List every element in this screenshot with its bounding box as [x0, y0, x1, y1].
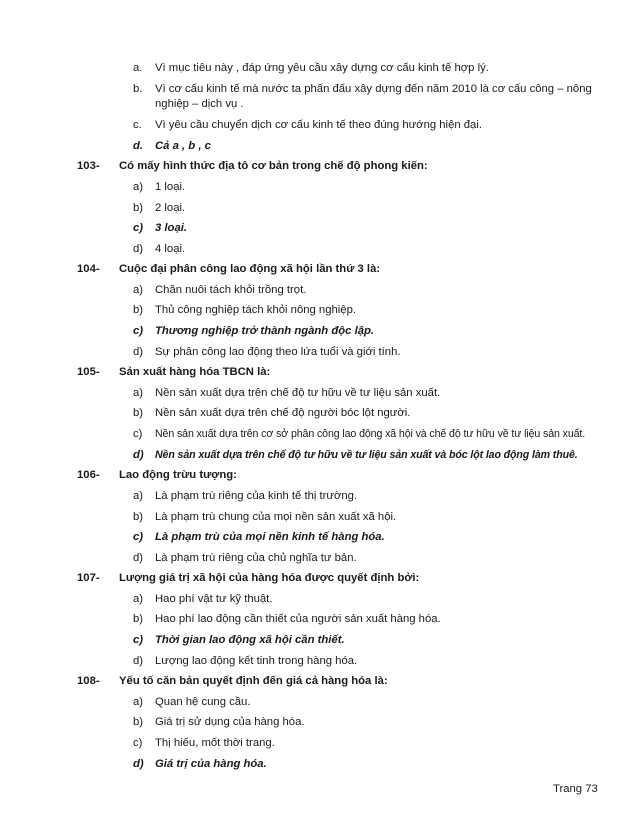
- option-label: d): [133, 243, 144, 255]
- option-text: Thị hiếu, mốt thời trang.: [155, 737, 275, 749]
- option-text: Nền sản xuất dựa trên chế độ người bóc lột người.: [155, 407, 411, 419]
- question-text: Yếu tố căn bản quyết định đến giá cả hàng hóa là:: [119, 675, 388, 687]
- option-label-correct: c): [133, 531, 144, 543]
- option-text: Nền sản xuất dựa trên chế độ tư hữu về tư liệu sản xuất.: [155, 387, 441, 399]
- question-number: 107-: [77, 572, 100, 584]
- option-text: Lượng lao động kết tinh trong hàng hóa.: [155, 655, 358, 667]
- option-label: a): [133, 284, 144, 296]
- option-label: b): [133, 511, 144, 523]
- option-label: b): [133, 407, 144, 419]
- option-label: b): [133, 716, 144, 728]
- prev-option-c-text: Vì yêu cầu chuyển dịch cơ cấu kinh tế theo đúng hướng hiện đại.: [155, 119, 482, 131]
- question-text: Cuộc đại phân công lao động xã hội lần thứ 3 là:: [119, 263, 381, 275]
- option-text: Giá trị sử dụng của hàng hóa.: [155, 716, 305, 728]
- option-text: Là phạm trù chung của mọi nền sản xuất xã hội.: [155, 511, 397, 523]
- option-text: Thủ công nghiệp tách khỏi nông nghiệp.: [155, 304, 356, 316]
- option-label: a): [133, 696, 144, 708]
- question-number: 103-: [77, 160, 100, 172]
- option-text: Là phạm trù riêng của chủ nghĩa tư bản.: [155, 552, 357, 564]
- option-text: Hao phí vật tư kỹ thuật.: [155, 593, 273, 605]
- option-label: c): [133, 737, 143, 749]
- option-label: b): [133, 202, 144, 214]
- option-label-correct: c): [133, 634, 144, 646]
- option-text-correct: Thương nghiệp trở thành ngành độc lập.: [155, 325, 375, 337]
- prev-option-c-label: c.: [133, 119, 142, 131]
- question-number: 108-: [77, 675, 100, 687]
- option-label: c): [133, 428, 143, 440]
- option-text-correct: Là phạm trù của mọi nền kinh tế hàng hóa.: [155, 531, 385, 543]
- prev-option-d-label: d.: [133, 140, 144, 152]
- prev-option-d-text: Cả a , b , c: [155, 140, 211, 152]
- option-text: Hao phí lao động cần thiết của người sản xuất hàng hóa.: [155, 613, 441, 625]
- question-text: Sản xuất hàng hóa TBCN là:: [119, 366, 271, 378]
- option-text: Quan hệ cung cầu.: [155, 696, 251, 708]
- question-text: Lao động trừu tượng:: [119, 469, 237, 481]
- question-number: 105-: [77, 366, 100, 378]
- option-label: a): [133, 490, 144, 502]
- prev-option-a-text: Vì mục tiêu này , đáp ứng yêu cầu xây dựng cơ cấu kinh tế hợp lý.: [155, 62, 489, 74]
- option-text: 4 loại.: [155, 243, 186, 255]
- question-text: Có mấy hình thức địa tô cơ bản trong chế độ phong kiến:: [119, 160, 428, 172]
- option-label: d): [133, 655, 144, 667]
- question-number: 106-: [77, 469, 100, 481]
- option-text-correct: 3 loại.: [155, 222, 188, 234]
- option-label: a): [133, 593, 144, 605]
- option-label-correct: c): [133, 325, 144, 337]
- option-text-correct: Thời gian lao động xã hội cần thiết.: [155, 634, 345, 646]
- option-text: Nền sản xuất dựa trên cơ sở phân công lao động xã hội và chế độ tư hữu về tư liệu sản xuất.: [155, 428, 586, 440]
- option-label-correct: d): [133, 449, 144, 461]
- option-label-correct: d): [133, 758, 144, 770]
- prev-option-b-label: b.: [133, 83, 143, 95]
- prev-option-a-label: a.: [133, 62, 143, 74]
- prev-option-b-text-cont: nghiệp – dịch vụ .: [155, 98, 244, 110]
- option-label: a): [133, 387, 144, 399]
- page-number: Trang 73: [553, 783, 598, 795]
- question-text: Lượng giá trị xã hội của hàng hóa được quyết định bởi:: [119, 572, 420, 584]
- option-label: b): [133, 613, 144, 625]
- option-label: d): [133, 346, 144, 358]
- option-text-correct: Nền sản xuất dựa trên chế độ tư hữu về tư liệu sản xuất và bóc lột lao động làm thuê.: [155, 449, 578, 461]
- option-text: Chăn nuôi tách khỏi trồng trọt.: [155, 284, 307, 296]
- option-text: 2 loại.: [155, 202, 186, 214]
- option-label-correct: c): [133, 222, 144, 234]
- option-text-correct: Giá trị của hàng hóa.: [155, 758, 267, 770]
- option-label: b): [133, 304, 144, 316]
- option-text: Sự phân công lao động theo lứa tuổi và giới tính.: [155, 346, 401, 358]
- option-text: Là phạm trù riêng của kinh tế thị trường.: [155, 490, 358, 502]
- option-label: d): [133, 552, 144, 564]
- option-label: a): [133, 181, 144, 193]
- prev-option-b-text: Vì cơ cấu kinh tế mà nước ta phấn đấu xây dựng đến năm 2010 là cơ cấu công – nông: [155, 83, 592, 95]
- question-number: 104-: [77, 263, 100, 275]
- option-text: 1 loại.: [155, 181, 186, 193]
